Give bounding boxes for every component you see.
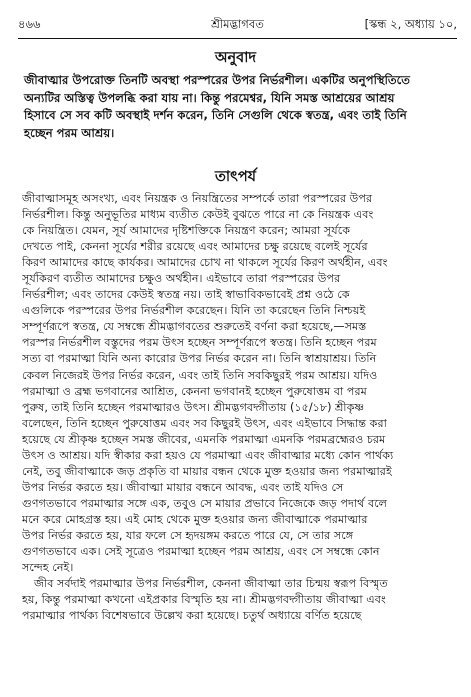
purport-line: সম্পূর্ণরূপে স্বতন্ত্র, যে সম্বন্ধে শ্রীমদ্ভাগবতের শুরুতেই বর্ণনা করা হয়েছে,—সমস্ত: [22, 320, 367, 334]
translation-line: জীবাত্মার উপরোক্ত তিনটি অবস্থা পরস্পরের উপর নির্ভরশীল। একটির অনুপস্থিতিতে: [24, 73, 410, 87]
purport-line: এগুলিকে পরস্পরের উপর নির্ভরশীল করেছেন। যিনি তা করেছেন তিনি নিশ্চয়ই: [22, 304, 366, 318]
running-title: শ্রীমদ্ভাগবত: [211, 17, 264, 31]
purport-text: [22, 191, 457, 624]
purport-line: কিরণ আমাদের কাছে কার্যকর। আমাদের চোখ না থাকলে সূর্যের কিরণ অর্থহীন, এবং: [22, 256, 388, 270]
purport-line: দেখতে পাই, কেননা সূর্যের শরীর রয়েছে এবং আমাদের চক্ষু রয়েছে বলেই সূর্যের: [22, 240, 368, 254]
purport-line: জীবাত্মাসমূহ অসংখ্য, এবং নিয়ন্ত্রক ও নিয়ন্ত্রিতের সম্পর্কে তারা পরস্পরের উপর: [22, 192, 373, 205]
purport-line: সন্দেহ নেই।: [22, 561, 74, 575]
purport-line: পরস্পর নির্ভরশীল বস্তুদের পরম উৎস হচ্ছেন সম্পূর্ণরূপে স্বতন্ত্র। তিনি হচ্ছেন পরম: [22, 336, 377, 350]
purport-line: পুরুষ, তাই তিনি হচ্ছেন পরমাত্মারও উৎস। শ্রীমদ্ভগবদ্গীতায় (১৫/১৮) শ্রীকৃষ্ণ: [22, 400, 365, 414]
purport-line: জীব সর্বদাই পরমাত্মার উপর নির্ভরশীল, কেননা জীবাত্মা তার চিন্ময় স্বরূপ বিস্মৃত: [34, 577, 388, 591]
translation-heading: অনুবাদ: [214, 50, 257, 66]
page-number: ৪৬৬: [18, 17, 41, 31]
purport-line: উপর নির্ভর করতে হয়, যার ফলে সে হৃদয়ঙ্গম করতে পারে যে, সে তার সঙ্গে: [22, 528, 354, 542]
translation-text: [24, 72, 457, 142]
purport-line: গুণগতভাবে এক। সেই সূত্রেও পরমাত্মা হচ্ছেন পরম আশ্রয়, এবং সে সম্বন্ধে কোন: [22, 545, 380, 559]
purport-heading: তাৎপর্য: [214, 169, 257, 185]
purport-line: নেই, তবু জীবাত্মাকে জড় প্রকৃতি বা মায়ার বন্ধন থেকে মুক্ত হওয়ার জন্য পরমাত্মারই: [22, 464, 392, 478]
translation-line: হিসাবে সে সব কটি অবস্থাই দর্শন করেন, তিনি সেগুলি থেকে স্বতন্ত্র, এবং তাই তিনি: [24, 108, 407, 123]
purport-line: কেবল নিজেরই উপর নির্ভর করেন, এবং তাই তিনি সবকিছুরই পরম আশ্রয়। যদিও: [22, 368, 378, 382]
purport-line: নির্ভরশীল; এবং তাদের কেউই স্বতন্ত্র নয়। তাই স্বাভাবিকভাবেই প্রশ্ন ওঠে কে: [22, 288, 350, 302]
purport-line: সূর্যকিরণ ব্যতীত আমাদের চক্ষুও অর্থহীন। এইভাবে তারা পরস্পরের উপর: [22, 272, 341, 286]
purport-line: হয়, কিন্তু পরমাত্মা কখনো এইপ্রকার বিস্মৃতি হয় না। শ্রীমদ্ভগবদ্গীতায় জীবাত্মা এবং: [22, 593, 386, 607]
header-rule: [18, 38, 457, 39]
purport-line: পরমাত্মা ও ব্রহ্ম ভগবানের আশ্রিত, কেননা ভগবানই হচ্ছেন পুরুষোত্তম বা পরম: [22, 384, 367, 398]
purport-line: উপর নির্ভর করতে হয়। জীবাত্মা মায়ার বন্ধনে আবদ্ধ, এবং তাই যদিও সে: [22, 480, 344, 494]
translation-line: হচ্ছেন পরম আশ্রয়।: [24, 125, 115, 140]
purport-line: কে নিয়ন্ত্রিত। যেমন, সূর্য আমাদের দৃষ্টিশক্তিকে নিয়ন্ত্রণ করেন; আমরা সূর্যকে: [22, 224, 351, 238]
purport-line: সত্য বা পরমাত্মা যিনি অন্য কারোর উপর নির্ভর করেন না। তিনি স্বাশ্রয়াশ্রয়। তিনি: [22, 352, 377, 366]
purport-line: নির্ভরশীল। কিন্তু অনুভূতির মাধ্যম ব্যতীত কেউই বুঝতে পারে না কে নিয়ন্ত্রক এবং: [22, 208, 374, 222]
purport-line: উৎস ও আশ্রয়। যদি স্বীকার করা হয়ও যে পরমাত্মা এবং জীবাত্মার মধ্যে কোন পার্থক্য: [22, 448, 394, 462]
translation-line: অন্যটির অস্তিত্ব উপলব্ধি করা যায় না। কিন্তু পরমেশ্বর, যিনি সমস্ত আশ্রয়ের আশ্রয়: [24, 90, 395, 105]
purport-line: পরমাত্মার পার্থক্য বিশেষভাবে উল্লেখ করা হয়েছে। চতুর্থ অধ্যায়ে বর্ণিত হয়েছে: [22, 609, 362, 623]
purport-line: মনে করে মোহগ্রস্ত হয়। এই মোহ থেকে মুক্ত হওয়ার জন্য জীবাত্মাকে পরমাত্মার: [22, 512, 368, 526]
purport-line: গুণগতভাবে পরমাত্মার সঙ্গে এক, তবুও সে মায়ার প্রভাবে নিজেকে জড় পদার্থ বলে: [22, 496, 388, 510]
section-reference: [স্কন্ধ ২, অধ্যায় ১০,: [364, 17, 457, 31]
purport-line: বলেছেন, তিনি হচ্ছেন পুরুষোত্তম এবং সব কিছুরই উৎস, এবং এইভাবে সিদ্ধান্ত করা: [22, 416, 387, 430]
purport-line: হয়েছে যে শ্রীকৃষ্ণ হচ্ছেন সমস্ত জীবের, এমনকি পরমাত্মা এমনকি পরমব্রহ্মেরও চরম: [22, 432, 386, 446]
page-header: [18, 12, 457, 34]
